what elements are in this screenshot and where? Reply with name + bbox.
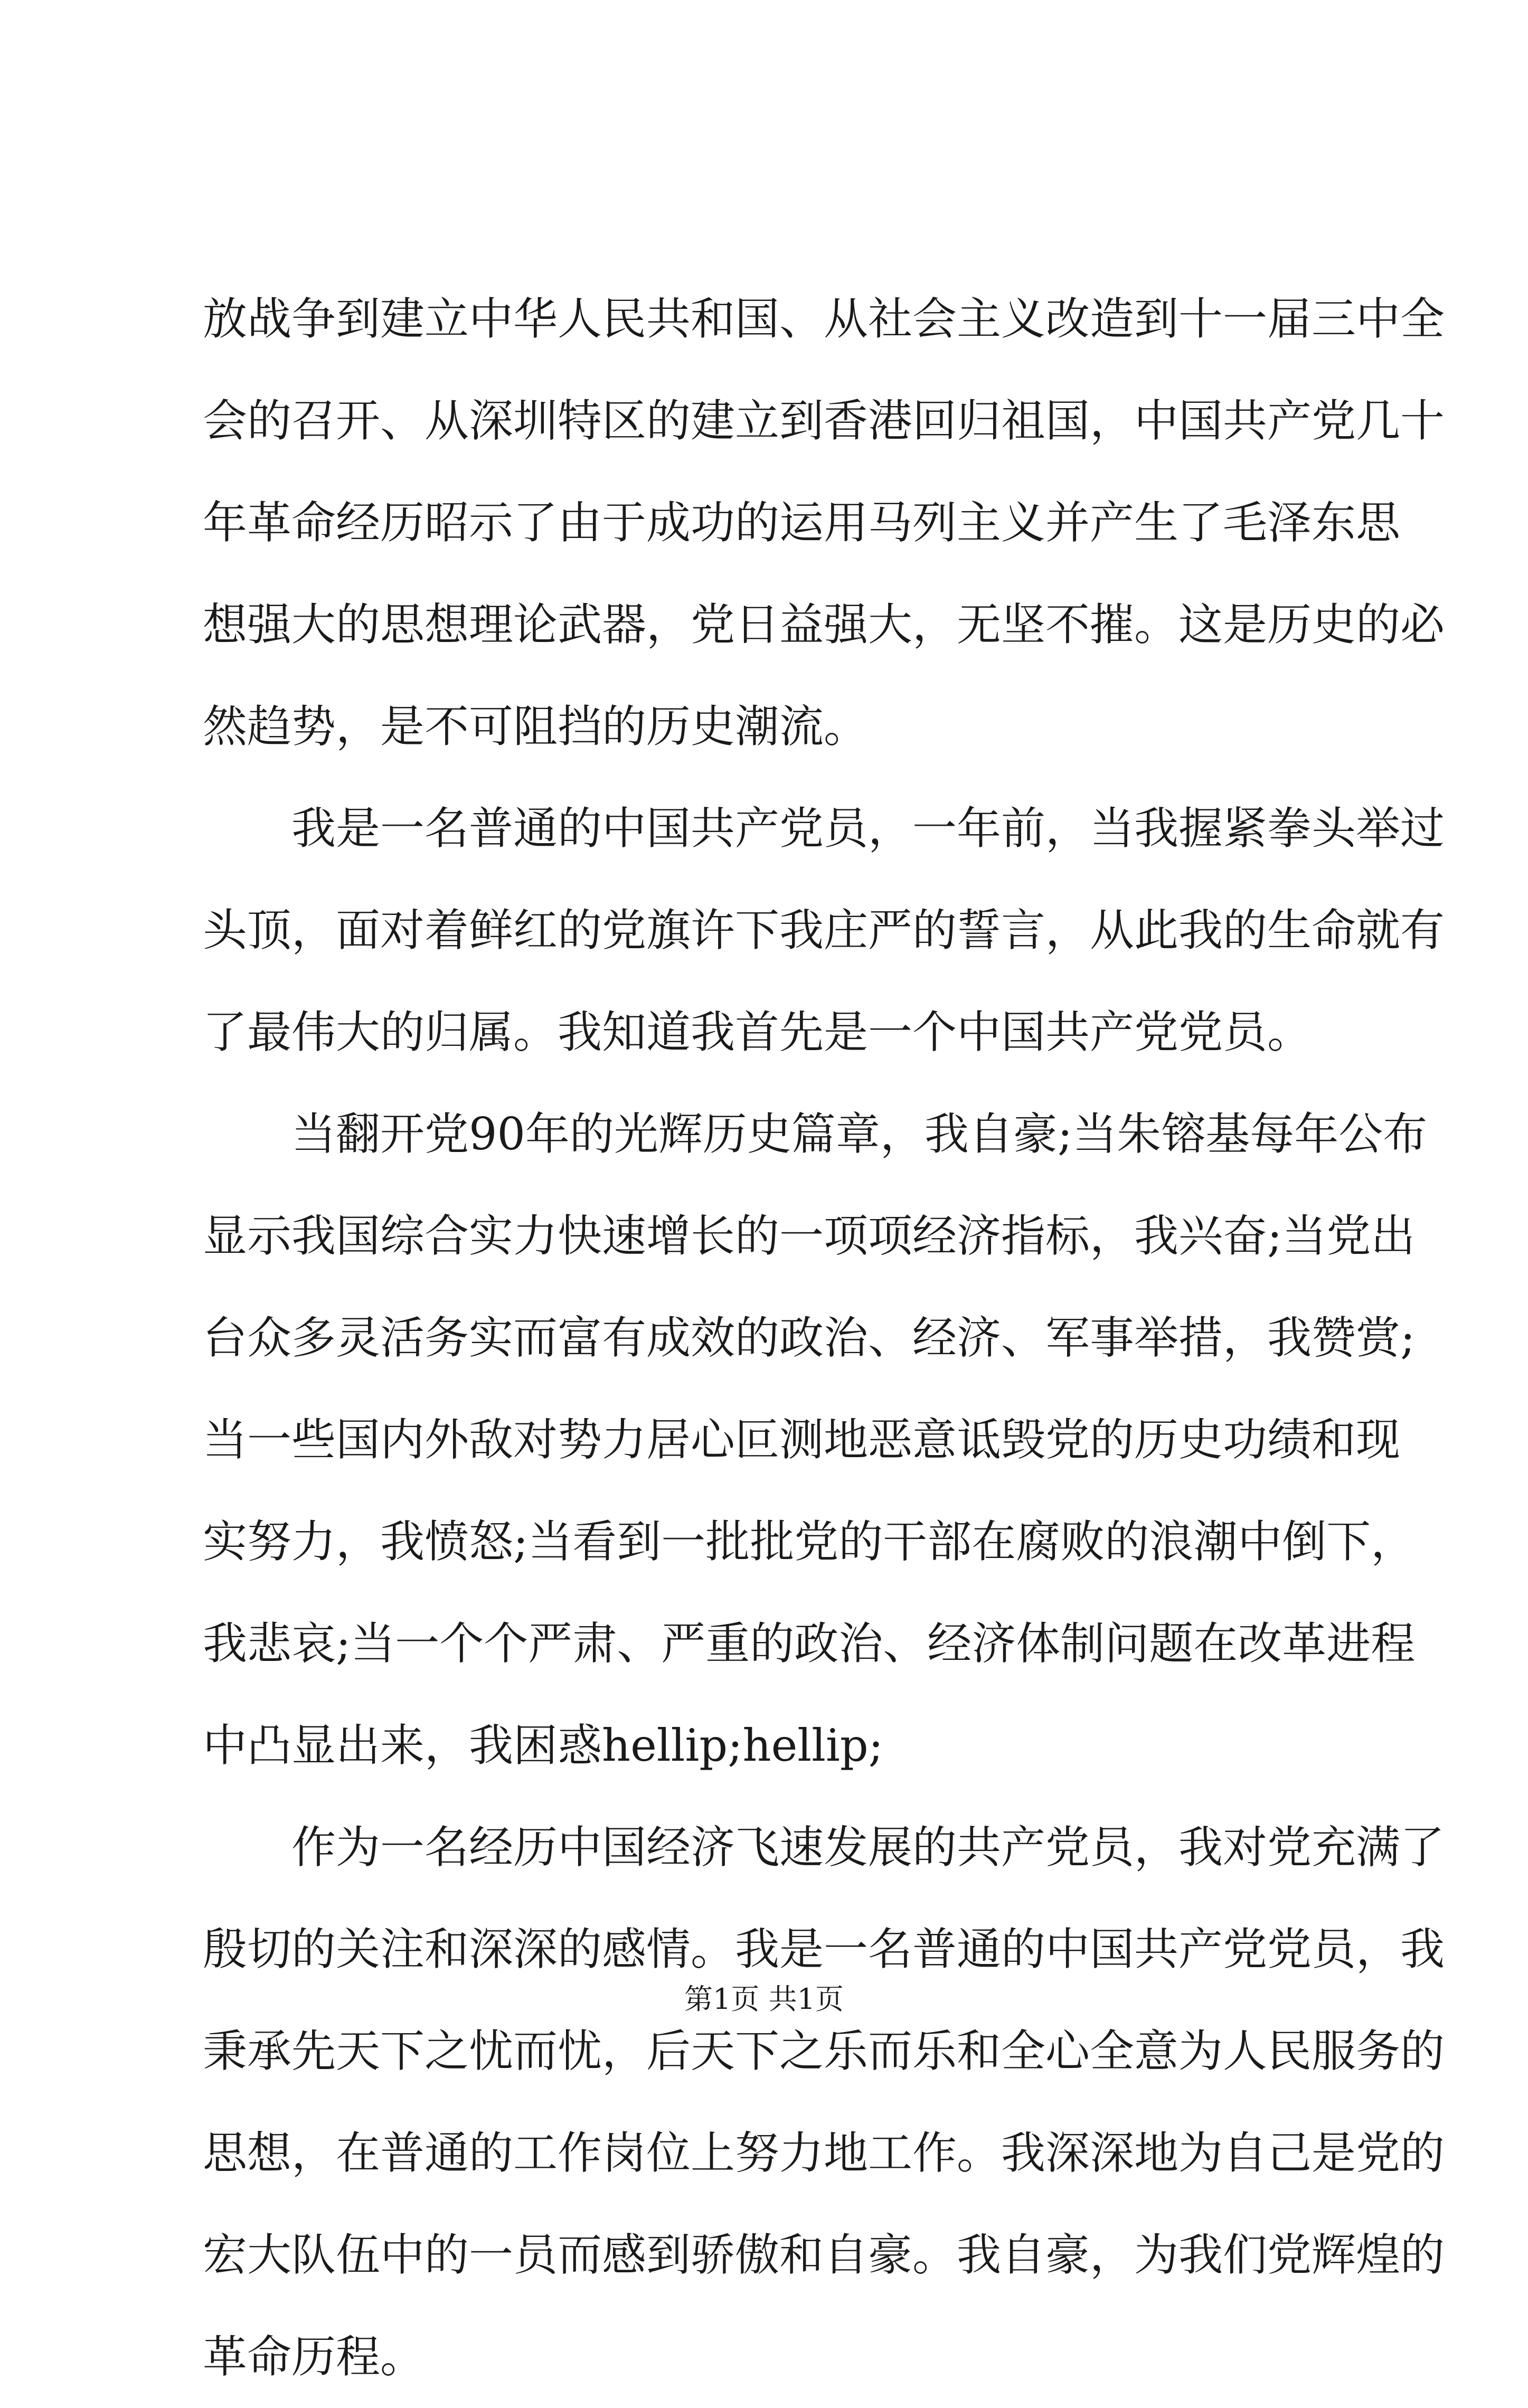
text-line: 秉承先天下之忧而忧，后天下之乐而乐和全心全意为人民服务的 bbox=[203, 2025, 1445, 2077]
text-line: 我悲哀;当一个个严肃、严重的政治、经济体制问题在改革进程 bbox=[203, 1618, 1416, 1669]
page-footer: 第1页 共1页 bbox=[684, 1982, 844, 2016]
text-line: 了最伟大的归属。我知道我首先是一个中国共产党党员。 bbox=[203, 1006, 1312, 1058]
text-line: 革命历程。 bbox=[203, 2331, 425, 2383]
text-line: 年革命经历昭示了由于成功的运用马列主义并产生了毛泽东思 bbox=[203, 497, 1401, 549]
text-line: 思想，在普通的工作岗位上努力地工作。我深深地为自己是党的 bbox=[203, 2127, 1445, 2179]
text-line: 想强大的思想理论武器，党日益强大，无坚不摧。这是历史的必 bbox=[203, 599, 1445, 650]
text-line: 宏大队伍中的一员而感到骄傲和自豪。我自豪，为我们党辉煌的 bbox=[203, 2229, 1445, 2281]
text-line: 作为一名经历中国经济飞速发展的共产党员，我对党充满了 bbox=[291, 1821, 1445, 1873]
text-line: 中凸显出来，我困惑hellip;hellip; bbox=[203, 1720, 883, 1771]
text-line: 显示我国综合实力快速增长的一项项经济指标，我兴奋;当党出 bbox=[203, 1210, 1416, 1262]
text-line: 实努力，我愤怒;当看到一批批党的干部在腐败的浪潮中倒下， bbox=[203, 1516, 1416, 1567]
text-line: 放战争到建立中华人民共和国、从社会主义改造到十一届三中全 bbox=[203, 293, 1445, 345]
text-line: 殷切的关注和深深的感情。我是一名普通的中国共产党党员，我 bbox=[203, 1923, 1445, 1975]
text-line: 当一些国内外敌对势力居心叵测地恶意诋毁党的历史功绩和现 bbox=[203, 1414, 1401, 1466]
text-line: 我是一名普通的中国共产党员，一年前，当我握紧拳头举过 bbox=[291, 802, 1445, 854]
text-line: 然趋势，是不可阻挡的历史潮流。 bbox=[203, 701, 869, 752]
text-line: 台众多灵活务实而富有成效的政治、经济、军事举措，我赞赏; bbox=[203, 1312, 1416, 1364]
text-line: 会的召开、从深圳特区的建立到香港回归祖国，中国共产党几十 bbox=[203, 395, 1445, 447]
document-body bbox=[203, 268, 1445, 2408]
text-line: 当翻开党90年的光辉历史篇章，我自豪;当朱镕基每年公布 bbox=[291, 1108, 1428, 1160]
text-line: 头顶，面对着鲜红的党旗许下我庄严的誓言，从此我的生命就有 bbox=[203, 904, 1445, 956]
